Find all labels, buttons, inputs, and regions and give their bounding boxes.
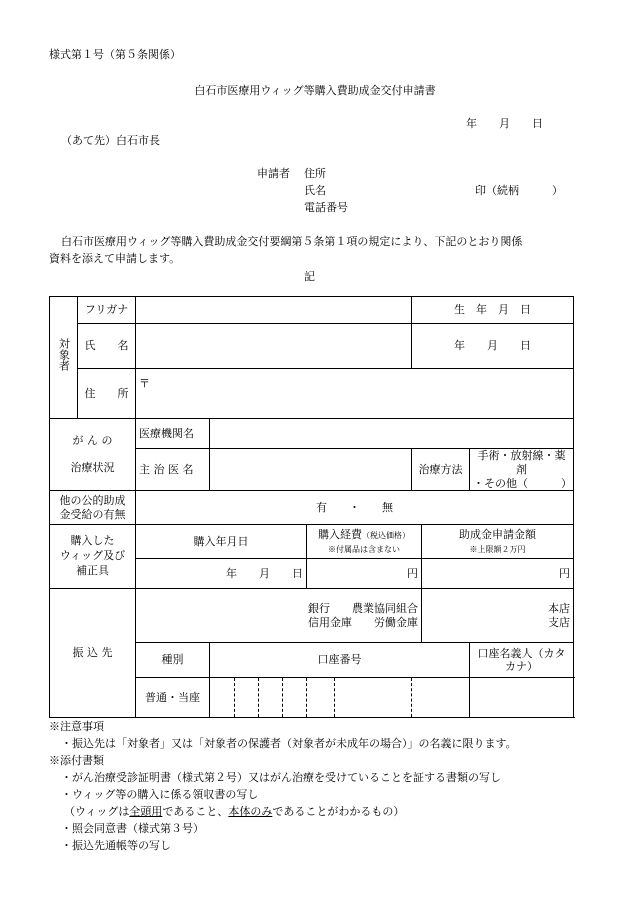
- name-label: 氏 名: [78, 324, 136, 369]
- application-table: [49, 296, 574, 718]
- account-type-options[interactable]: 普通・当座: [136, 678, 210, 718]
- cost-tax-note: （税込価格）: [362, 531, 410, 540]
- other-grant-label: [50, 491, 136, 525]
- branch-input[interactable]: [422, 589, 574, 643]
- condition-part-c: であることがわかるもの）: [272, 805, 405, 818]
- caution-heading: ※注意事項: [49, 720, 104, 733]
- attachment-2-condition: [64, 805, 404, 818]
- subject-label-cell: [50, 297, 78, 419]
- branch-office: 支店: [548, 615, 570, 629]
- cost-header: [307, 525, 422, 559]
- condition-body-only: 本体のみ: [228, 805, 273, 818]
- furigana-input[interactable]: [136, 297, 412, 324]
- address-label: 住 所: [78, 369, 136, 419]
- furigana-label: フリガナ: [78, 297, 136, 324]
- account-digit-1[interactable]: [210, 678, 235, 718]
- treatment-method-label: 治療方法: [412, 449, 470, 491]
- bank-types-2: 信用金庫 労働金庫: [308, 615, 418, 629]
- purchase-label: [50, 525, 136, 589]
- condition-part-b: であること、: [162, 805, 229, 818]
- birthdate-value[interactable]: 年 月 日: [412, 324, 574, 369]
- attachment-4: ・振込先通帳等の写し: [61, 839, 171, 852]
- account-digit-5[interactable]: [307, 678, 335, 718]
- cost-accessory-note: ※付属品は含まない: [328, 544, 400, 554]
- condition-part-a: （ウィッグは: [64, 805, 130, 818]
- intro-line-2: 資料を添えて申請します。: [49, 252, 181, 265]
- other-grant-yes-no[interactable]: 有 ・ 無: [136, 491, 574, 525]
- subject-label: 対象者: [57, 337, 71, 371]
- account-digit-6[interactable]: [335, 678, 412, 718]
- attachment-1: ・がん治療受診証明書（様式第２号）又はがん治療を受けていることを証する書類の写し: [61, 771, 501, 784]
- cancer-label-2: 治療状況: [70, 460, 115, 474]
- attachment-2: ・ウィッグ等の購入に係る領収書の写し: [61, 788, 259, 801]
- doctor-input[interactable]: [210, 449, 412, 491]
- page-title: 白石市医療用ウィッグ等購入費助成金交付申請書: [194, 84, 436, 97]
- branch-head-office: 本店: [548, 602, 570, 615]
- method-options-1: 手術・放射線・薬剤: [477, 449, 566, 476]
- applicant-address-label: 住所: [304, 167, 326, 180]
- grant-header: [422, 525, 574, 559]
- applicant-phone-label: 電話番号: [304, 201, 348, 214]
- caution-item: ・振込先は「対象者」又は「対象者の保護者（対象者が未成年の場合）」の名義に限ります。: [61, 737, 517, 750]
- other-grant-label-1: 他の公的助成: [59, 494, 126, 507]
- cancer-status-label: [50, 419, 136, 491]
- purchase-date-label: 購入年月日: [136, 525, 307, 559]
- condition-full-head: 全頭用: [129, 805, 163, 818]
- account-digit-2[interactable]: [235, 678, 259, 718]
- cancer-label-1: が ん の: [72, 434, 113, 448]
- account-digit-4[interactable]: [283, 678, 307, 718]
- form-number: 様式第１号（第５条関係）: [49, 48, 181, 61]
- other-grant-label-2: 金受給の有無: [59, 507, 126, 521]
- addressee: （あて先）白石市長: [61, 134, 160, 147]
- institution-input[interactable]: [210, 419, 574, 449]
- grant-label: 助成金申請金額: [459, 528, 536, 541]
- intro-line-1: 白石市医療用ウィッグ等購入費助成金交付要綱第５条第１項の規定により、下記のとおり関係: [61, 235, 523, 248]
- birthdate-label: 生 年 月 日: [412, 297, 574, 324]
- account-holder-input[interactable]: [470, 678, 574, 718]
- account-digit-3[interactable]: [259, 678, 283, 718]
- attachments-heading: ※添付書類: [49, 754, 104, 767]
- attachment-3: ・照会同意書（様式第３号）: [61, 822, 204, 835]
- bank-name-input[interactable]: [136, 589, 422, 643]
- method-options-2: ・その他（ ）: [473, 476, 572, 490]
- purchase-label-2: ウィッグ及び: [59, 549, 126, 563]
- institution-label: 医療機関名: [136, 419, 210, 449]
- account-digit-7[interactable]: [412, 678, 470, 718]
- applicant-name-label: 氏名: [304, 184, 326, 197]
- address-input[interactable]: [136, 369, 574, 419]
- seal-relation: 印（続柄 ）: [475, 184, 563, 197]
- cost-value[interactable]: 円: [307, 559, 422, 589]
- doctor-label: 主 治 医 名: [136, 449, 210, 491]
- account-number-label: 口座番号: [210, 643, 470, 678]
- purchase-label-1: 購入した: [70, 534, 115, 548]
- applicant-label: 申請者: [257, 167, 290, 180]
- date-line: 年 月 日: [466, 117, 543, 130]
- postal-mark: 〒: [139, 377, 150, 390]
- account-type-label: 種別: [136, 643, 210, 678]
- purchase-date-value[interactable]: 年 月 日: [136, 559, 307, 589]
- grant-value[interactable]: 円: [422, 559, 574, 589]
- transfer-label: 振 込 先: [50, 589, 136, 718]
- grant-limit-note: ※上限額２万円: [469, 544, 526, 554]
- cost-label: 購入経費: [318, 528, 362, 541]
- account-holder-label: 口座名義人（カタカナ）: [470, 643, 574, 678]
- bank-types-1: 銀行 農業協同組合: [308, 602, 418, 615]
- ki-label: 記: [304, 270, 315, 283]
- name-input[interactable]: [136, 324, 412, 369]
- purchase-label-3: 補正具: [76, 564, 109, 578]
- treatment-method-options[interactable]: [470, 449, 574, 491]
